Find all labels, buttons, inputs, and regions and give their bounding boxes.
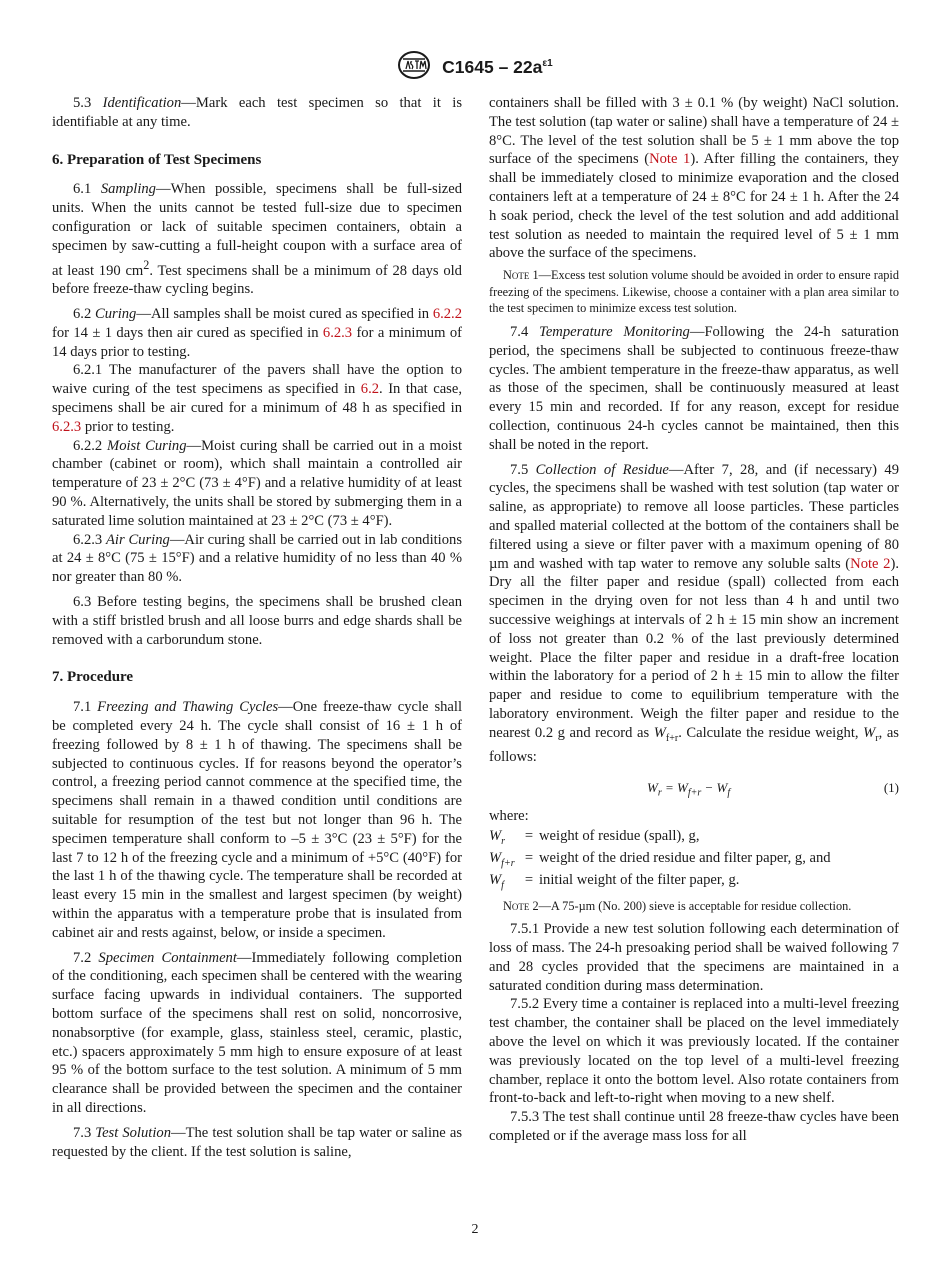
definition-row: $W_f$ = initial weight of the filter paper, g.: [489, 871, 740, 891]
equation-1: [489, 775, 899, 801]
section-6-3: 6.3 Before testing begins, the specimens shall be brushed clean with a stiff bristled brush and all loose burrs and edge shards shall be removed with a carborundum stone.: [52, 593, 462, 648]
section-7-5-1: 7.5.1 Provide a new test solution following each determination of loss of mass. The 24-h presoaking period shall be waived following 7 and 28 cycles provided that the specimens are maintained in a saturated condition during mass determination.: [489, 921, 899, 994]
section-6-1: 6.1 Sampling—When possible, specimens shall be full-sized units. When the units cannot be tested full-size due to specimen configuration or lack of suitable specimen containers, obtain a specimen by saw-cutting a full-height coupon with a surface area of at least 190 $cm^2$. Test specimens shall be a minimum of 28 days old before freeze-thaw cycling begins.: [52, 181, 463, 298]
note-1: Note 1—Excess test solution volume should be avoided in order to ensure rapid freezing of the specimens. Likewise, choose a container with a plan area similar to the test specimen to minimize excess test solution.: [489, 268, 899, 316]
ref-link-note-1[interactable]: Note 1: [649, 151, 691, 168]
section-7-3-continued: containers shall be filled with 3 ± 0.1 % (by weight) NaCl solution. The test solution (tap water or saline) shall have a temperature of 24 ± 8°C. The level of the test solution shall be 5 ± 1 mm above the top surface of the specimens (Note 1). After filling the containers, they shall be immediately closed to minimize evaporation and the closed containers left at a temperature of 24 ± 8°C for 24 ± 1 h. After the 24 h soak period, check the level of the test solution and add additional test solution as needed to maintain the required level of 5 ± 1 mm above the surface of the specimens.: [489, 95, 899, 262]
definition-row: $W_r$ = weight of residue (spall), g,: [489, 827, 700, 847]
section-7-1: 7.1 Freezing and Thawing Cycles—One freeze-thaw cycle shall be completed every 24 h. The cycle shall consist of 16 ± 1 h of freezing followed by 8 ± 1 h of thawing. The specimens shall be subjected to continuous cycles. If for reasons beyond the operator’s control, a freezing period cannot commence at the specified time, the specimens shall remain in a thawed condition until conditions are suitable for resumption of the test but not longer than 96 h. The specimen temperature shall conform to –5 ± 3°C (23 ± 5°F) for the last 7 to 12 h of the freezing cycle and a minimum of +5°C (40°F) for the last 1 h of the thawing cycle. The temperature shall be recorded at least every 15 min in the smallest and largest specimen (by weight) within the apparatus with a temperature probe that is insulated from cabinet air and rests against, below, or inside a specimen.: [52, 699, 463, 941]
section-7-4: 7.4 Temperature Monitoring—Following the 24-h saturation period, the specimens shall be subjected to continuous freeze-thaw cycles. The ambient temperature in the freeze-thaw apparatus, as well as those of the specimen, shall be continuously measured at least every 15 min and recorded. If for any reason, except for residue collection, continuous 24-h cycles cannot be maintained, then this shall be noted in the report.: [489, 323, 899, 453]
definitions-list: [489, 828, 899, 894]
section-6-heading: 6. Preparation of Test Specimens: [52, 151, 262, 168]
equation-body: $W_r = W_{f+r} - W_f$: [647, 780, 731, 799]
standard-designation: $C1645 - 22a^{\varepsilon 1}$: [442, 57, 553, 77]
ref-link-6-2-3[interactable]: 6.2.3: [52, 418, 82, 435]
right-column: [489, 94, 899, 1146]
section-7-3: 7.3 Test Solution—The test solution shall be tap water or saline as requested by the client. If the test solution is saline,: [52, 1124, 462, 1160]
section-6-2-2: 6.2.2 Moist Curing—Moist curing shall be carried out in a moist chamber (cabinet or room), which shall maintain a controlled air temperature of 23 ± 2°C (73 ± 4°F) and a relative humidity of at least 90 %. Alternatively, the units shall be stored by submerging them in a saturated lime solution maintained at 23 ± 2°C (73 ± 4°F).: [52, 437, 462, 529]
astm-logo-icon: [397, 50, 431, 85]
ref-link-6-2-2[interactable]: 6.2.2: [432, 306, 462, 323]
section-7-5-2: 7.5.2 Every time a container is replaced into a multi-level freezing test chamber, the container shall be placed on the level immediately above the level on which it was previously located. If the container was previously located on the top level of a multi-level freezing chamber, replace it onto the bottom level. Also rotate containers from front-to-back and left-to-right when moving to a new shelf.: [489, 996, 899, 1107]
page-header: [0, 50, 950, 85]
left-column: [52, 94, 462, 1161]
section-7-5-3: 7.5.3 The test shall continue until 28 freeze-thaw cycles have been completed or if the average mass loss for all: [489, 1109, 899, 1145]
note-2: Note 2—A 75-µm (No. 200) sieve is acceptable for residue collection.: [503, 898, 852, 913]
page-number: 2: [471, 1222, 479, 1237]
section-7-5: 7.5 Collection of Residue—After 7, 28, and (if necessary) 49 cycles, the specimens shall be washed with test solution (tap water or saline, as appropriate) to remove all loose particles. These particles and spalled material collected at the bottom of the containers shall be filtered using a sieve or filter paver with a maximum opening of 80 µm and washed with tap water to remove any soluble salts (Note 2). Dry all the filter paper and residue (spall) collected from each specimen in the drying oven for not less than 4 h and until two successive weighings at intervals of 2 h ± 15 min show an increment of loss not greater than 0.2 % of the last previously determined weight. Place the filter paper and residue in a draft-free location within the laboratory for a period of 2 h ± 15 min to allow the filter paper and residue to come to equilibrium temperature with the laboratory environment. Weigh the filter paper and residue to the nearest 0.2 g and record as $W_{f+r}$. Calculate the residue weight, $W_r$, as follows:: [489, 461, 900, 766]
ref-link-note-2[interactable]: Note 2: [850, 555, 891, 572]
section-6-2: 6.2 Curing—All samples shall be moist cured as specified in 6.2.2 for 14 ± 1 days then air cured as specified in 6.2.3 for a minimum of 14 days prior to testing.: [52, 306, 462, 360]
equation-number: (1): [883, 780, 899, 796]
section-7-heading: 7. Procedure: [52, 669, 134, 686]
section-5-3: 5.3 Identification—Mark each test specimen so that it is identifiable at any time.: [52, 95, 463, 130]
ref-link-6-2[interactable]: 6.2: [360, 381, 380, 398]
section-6-2-1: 6.2.1 The manufacturer of the pavers shall have the option to waive curing of the test specimens as specified in 6.2. In that case, specimens shall be air cured for a minimum of 48 h as specified in 6.2.3 prior to testing.: [52, 362, 462, 435]
section-6-2-3: 6.2.3 Air Curing—Air curing shall be carried out in lab conditions at 24 ± 8°C (75 ± 15°F) and a relative humidity of no less than 40 % nor greater than 80 %.: [52, 531, 463, 586]
where-label: where:: [489, 808, 529, 825]
section-7-2: 7.2 Specimen Containment—Immediately following completion of the conditioning, each specimen shall be centered with the wearing surface facing upwards in individual containers. The supported bottom surface of the specimens shall rest on solid, noncorrosive, nonabsorptive (for example, glass, stainless steel, ceramic, plastic, etc.) spacers approximately 5 mm high to ensure exposure of at least 95 % of the bottom surface to the test solution. A minimum of 5 mm clearance shall be provided between the specimen and the container in all directions.: [52, 949, 462, 1116]
definition-row: $W_{f+r}$ = weight of the dried residue and filter paper, g, and: [489, 849, 831, 869]
ref-link-6-2-3[interactable]: 6.2.3: [322, 324, 353, 341]
